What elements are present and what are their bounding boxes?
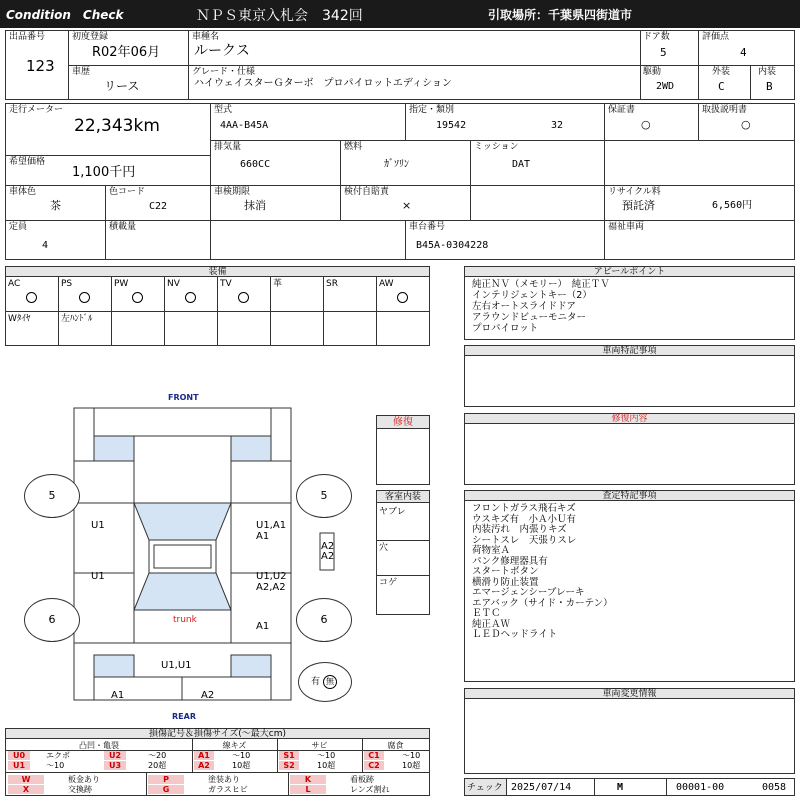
model-label: 型式 — [214, 105, 233, 115]
recycle-status: 預託済 — [622, 199, 655, 212]
legend-code: A1 — [194, 751, 214, 760]
equip-mark-7 — [397, 292, 408, 303]
mileage: 22,343km — [74, 116, 160, 136]
lot-no-label: 出品番号 — [9, 32, 46, 42]
price-label: 希望価格 — [9, 157, 46, 167]
interior-label: 内装 — [758, 67, 777, 77]
appeal-line: 純正ＮＶ（メモリー） 純正ＴＶ — [472, 279, 610, 290]
equip-mark-4 — [238, 292, 249, 303]
history: リース — [104, 79, 140, 93]
trunk-label: trunk — [173, 615, 197, 625]
equip-mark-2 — [132, 292, 143, 303]
legend-symbol-desc: ガラスヒビ — [208, 785, 248, 794]
inspection: 抹消 — [244, 199, 266, 212]
lot-no: 123 — [26, 57, 55, 75]
legend-symbol-desc: 板金あり — [68, 775, 100, 784]
equip-label-0: AC — [8, 279, 21, 289]
legend-symbol-desc: 塗装あり — [208, 775, 240, 784]
mark-right-front-1: U1,A1 — [256, 520, 287, 531]
legend-desc: 10超 — [402, 761, 421, 770]
equip-label-7: AW — [379, 279, 394, 289]
spare-tire-label: 有 — [311, 677, 321, 687]
equip-mark-0 — [26, 292, 37, 303]
recycle-fee: 6,560円 — [712, 200, 753, 211]
equip-extra-0: Wﾀｲﾔ — [8, 314, 31, 324]
belt-label: 検付自賠責 — [344, 187, 390, 197]
cabin-item-tear: ヤブレ — [379, 507, 406, 517]
legend-code: C1 — [364, 751, 384, 760]
legend-desc: 〜10 — [317, 751, 336, 760]
wheel-rear-right: 6 — [296, 598, 352, 642]
appeal-title: アピールポイント — [465, 267, 794, 277]
inspection-note-line: 純正ＡＷ — [472, 618, 511, 630]
legend-code: C2 — [364, 761, 384, 770]
legend-title: 損傷記号＆損傷サイズ(〜最大cm) — [6, 729, 429, 739]
vehicle-change-info — [464, 688, 795, 774]
warranty-label: 保証書 — [608, 105, 636, 115]
equipment-title: 装備 — [6, 267, 429, 277]
first-reg-label: 初度登録 — [72, 32, 109, 42]
equip-mark-3 — [185, 292, 196, 303]
manual-label: 取扱説明書 — [702, 105, 748, 115]
check-label: チェック — [467, 783, 503, 793]
inspection-notes-title: 査定特記事項 — [465, 491, 794, 501]
grade-label: グレード・仕様 — [192, 67, 256, 77]
legend-desc: エクボ — [46, 751, 70, 760]
mark-rear-center: U1,U1 — [161, 660, 192, 671]
spare-tire-mark: 無 — [323, 675, 337, 689]
legend-symbol: L — [290, 785, 326, 794]
mark-left-rear: U1 — [91, 571, 105, 582]
grade: ハイウェイスターＧターボ プロパイロットエディション — [194, 78, 452, 89]
wheel-front-left: 5 — [24, 474, 80, 518]
fuel-label: 燃料 — [344, 142, 363, 152]
legend-symbol: W — [8, 775, 44, 784]
mission-label: ミッション — [474, 142, 519, 152]
body-color-label: 車体色 — [9, 187, 37, 197]
mark-right-rear-1: U1,U2 — [256, 571, 287, 582]
equip-label-4: TV — [220, 279, 232, 289]
exterior: C — [718, 80, 725, 93]
inspection-note-line: パンク修理器具有 — [472, 555, 548, 567]
legend-code: S1 — [279, 751, 299, 760]
front-label: FRONT — [168, 393, 199, 402]
inspection-note-line: エマージェンシーブレーキ — [472, 587, 585, 598]
equip-label-1: PS — [61, 279, 73, 289]
legend-symbol-desc: 看板跡 — [350, 775, 374, 784]
inspection-note-line: フロントガラス飛石キズ — [472, 503, 576, 514]
drive: 2WD — [656, 81, 675, 92]
legend-code: A2 — [194, 761, 214, 770]
designation: 19542 — [436, 120, 467, 131]
rear-label: REAR — [172, 712, 196, 721]
legend-code: S2 — [279, 761, 299, 770]
legend-symbol: G — [148, 785, 184, 794]
chassis-label: 車台番号 — [409, 222, 446, 232]
pickup-location: 引取場所：千葉県四街道市 — [488, 8, 633, 22]
mission: DAT — [512, 159, 531, 170]
appeal-line: インテリジェントキー（2） — [472, 290, 592, 301]
drive-label: 駆動 — [643, 67, 662, 77]
score: 4 — [740, 46, 747, 59]
vehicle-change-title: 車両変更情報 — [465, 689, 794, 699]
repair-box-title: 修復 — [377, 416, 429, 429]
mark-right-quarter: A1 — [256, 621, 270, 632]
legend-symbol-desc: レンズ割れ — [350, 785, 390, 794]
special-notes-title: 車両特記事項 — [465, 346, 794, 356]
equip-label-3: NV — [167, 279, 180, 289]
color-code-label: 色コード — [109, 187, 146, 197]
legend-symbol-desc: 交換跡 — [68, 785, 92, 794]
equip-label-6: SR — [326, 279, 338, 289]
doors: 5 — [660, 46, 667, 59]
legend-code: U2 — [104, 751, 126, 760]
repair-content-title: 修復内容 — [465, 414, 794, 424]
brand-title: Condition Check — [6, 8, 124, 22]
model: 4AA-B45A — [220, 120, 269, 131]
check-code-1: M — [617, 782, 624, 793]
appeal-line: 左右オートスライドドア — [472, 301, 576, 312]
legend-code: U3 — [104, 761, 126, 770]
first-reg: R02年06月 — [92, 45, 161, 60]
price: 1,100千円 — [72, 165, 136, 180]
equip-mark-1 — [79, 292, 90, 303]
legend-desc: 10超 — [232, 761, 251, 770]
equip-label-2: PW — [114, 279, 129, 289]
legend-group-name: 腐食 — [387, 741, 404, 750]
cabin-title: 客室内装 — [377, 491, 429, 503]
legend-desc: 〜10 — [402, 751, 421, 760]
mark-right-side-1: A2 — [321, 541, 335, 552]
chassis-no: B45A-0304228 — [416, 240, 489, 251]
capacity: 4 — [42, 240, 49, 251]
inspection-note-line: ウスキズ有 小Ａ小Ｕ有 — [472, 513, 577, 525]
legend-group-name: 凸凹・亀裂 — [79, 741, 119, 750]
exterior-label: 外装 — [712, 67, 731, 77]
interior: B — [766, 80, 773, 93]
inspection-note-line: スタートボタン — [472, 566, 539, 577]
legend-group-name: 線キズ — [222, 741, 247, 750]
inspection-label: 車検期限 — [214, 187, 251, 197]
mark-right-front-2: A1 — [256, 531, 270, 542]
appeal-line: アラウンドビューモニター — [472, 312, 587, 323]
auction-title: ＮＰＳ東京入札会 342回 — [196, 8, 363, 24]
capacity-label: 定員 — [9, 222, 28, 232]
inspection-note-line: 横滑り防止装置 — [472, 576, 539, 588]
check-code-3: 0058 — [762, 782, 787, 793]
welfare-label: 福祉車両 — [608, 222, 645, 232]
inspection-note-line: エアバック（サイド・カーテン） — [472, 597, 613, 609]
inspection-note-line: ＥＴＣ — [472, 608, 501, 619]
doors-label: ドア数 — [643, 32, 670, 42]
legend-desc: 20超 — [148, 761, 167, 770]
mark-right-side-2: A2 — [321, 551, 335, 562]
color-code: C22 — [149, 201, 168, 212]
score-label: 評価点 — [702, 32, 730, 42]
legend-desc: 〜10 — [232, 751, 251, 760]
manual-mark: ○ — [741, 118, 751, 131]
belt-mark: × — [402, 199, 412, 212]
equip-extra-1: 左ﾊﾝﾄﾞﾙ — [61, 314, 93, 324]
designation-label: 指定・類別 — [409, 105, 455, 115]
wheel-front-right: 5 — [296, 474, 352, 518]
recycle-label: リサイクル料 — [608, 187, 661, 197]
legend-desc: 〜10 — [46, 761, 65, 770]
mileage-label: 走行メーター — [9, 105, 64, 115]
car-name-label: 車種名 — [192, 32, 220, 42]
legend-symbol: K — [290, 775, 326, 784]
cabin-item-burn: コゲ — [379, 578, 398, 588]
equip-label-5: 革 — [273, 279, 283, 289]
history-label: 車歴 — [72, 67, 91, 77]
body-color: 茶 — [50, 199, 61, 212]
car-name: ルークス — [194, 43, 250, 59]
check-date: 2025/07/14 — [511, 782, 572, 793]
category: 32 — [551, 120, 564, 131]
displacement-label: 排気量 — [214, 142, 242, 152]
check-code-2: 00001-00 — [676, 782, 725, 793]
legend-code: U0 — [8, 751, 30, 760]
legend-desc: 10超 — [317, 761, 336, 770]
inspection-note-line: ＬＥＤヘッドライト — [472, 629, 558, 640]
fuel: ｶﾞｿﾘﾝ — [384, 159, 409, 170]
warranty-mark: ○ — [641, 118, 651, 131]
wheel-rear-left: 6 — [24, 598, 80, 642]
legend-code: U1 — [8, 761, 30, 770]
inspection-note-line: 内装汚れ 内張りキズ — [472, 524, 567, 535]
legend-desc: 〜20 — [148, 751, 167, 760]
cabin-item-hole: 穴 — [379, 543, 389, 553]
inspection-note-line: 荷物室Ａ — [472, 545, 511, 556]
displacement: 660CC — [240, 159, 271, 170]
legend-symbol: X — [8, 785, 44, 794]
legend-symbol: P — [148, 775, 184, 784]
appeal-line: プロパイロット — [472, 323, 539, 334]
inspection-note-line: シートスレ 天張りスレ — [472, 534, 577, 546]
mark-bumper-left: A1 — [111, 690, 125, 701]
mark-bumper-right: A2 — [201, 690, 215, 701]
mark-left-front: U1 — [91, 520, 105, 531]
mark-right-rear-2: A2,A2 — [256, 582, 286, 593]
load-label: 積載量 — [109, 222, 137, 232]
legend-group-name: サビ — [311, 741, 328, 750]
